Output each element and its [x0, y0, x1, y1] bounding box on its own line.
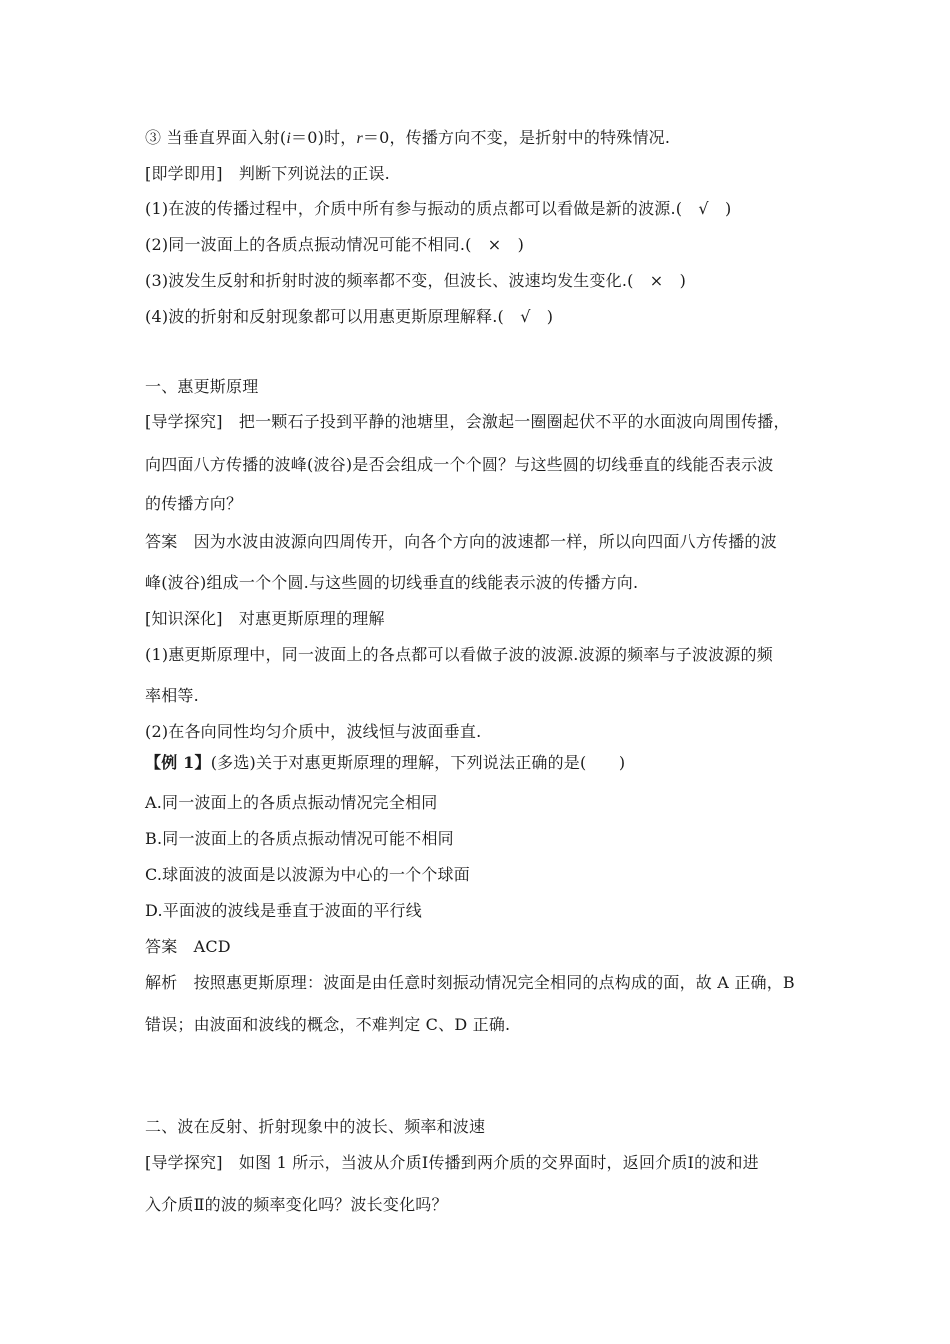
example-label: 【例 1】 — [145, 753, 211, 772]
guided-inquiry-2-line-2: 入介质Ⅱ的波的频率变化吗？波长变化吗？ — [145, 1195, 448, 1214]
item-text: (2)同一波面上的各质点振动情况可能不相同.( — [145, 235, 488, 254]
item-close: ) — [708, 199, 732, 218]
answer-line-2: 峰(波谷)组成一个个圆.与这些圆的切线垂直的线能表示波的传播方向. — [145, 573, 639, 592]
option-b: B.同一波面上的各质点振动情况可能不相同 — [145, 829, 454, 848]
knowledge-point-2: (2)在各向同性均匀介质中，波线恒与波面垂直. — [145, 722, 482, 741]
section-heading-huygens: 一、惠更斯原理 — [145, 377, 259, 396]
guided-inquiry-line-1: [导学探究] 把一颗石子投到平静的池塘里，会激起一圈圈起伏不平的水面波向周围传播， — [145, 412, 790, 431]
item-close: ) — [663, 271, 687, 290]
guided-inquiry-line-2: 向四面八方传播的波峰(波谷)是否会组成一个个圆？与这些圆的切线垂直的线能否表示波 — [145, 455, 774, 474]
item-text: (4)波的折射和反射现象都可以用惠更斯原理解释.( — [145, 307, 521, 326]
question-text: (多选)关于对惠更斯原理的理解，下列说法正确的是( ) — [210, 753, 626, 772]
knowledge-point-1: (1)惠更斯原理中，同一波面上的各点都可以看做子波的波源.波源的频率与子波波源的频 — [145, 645, 773, 664]
item-text: (1)在波的传播过程中，介质中所有参与振动的质点都可以看做是新的波源.( — [145, 199, 699, 218]
section-heading-wave-params: 二、波在反射、折射现象中的波长、频率和波速 — [145, 1117, 486, 1136]
var-i: i — [286, 130, 291, 147]
option-c: C.球面波的波面是以波源为中心的一个个球面 — [145, 865, 470, 884]
example-1-question — [145, 753, 625, 773]
analysis-line-1: 解析 按照惠更斯原理：波面是由任意时刻振动情况完全相同的点构成的面，故 A 正确，B — [145, 973, 795, 992]
quick-practice-heading: [即学即用] 判断下列说法的正误. — [145, 164, 390, 183]
condition-vertical-incidence — [145, 128, 670, 149]
answer-line-1: 答案 因为水波由波源向四周传开，向各个方向的波速都一样，所以向四面八方传播的波 — [145, 532, 777, 551]
judgement-item-4 — [145, 307, 553, 327]
item-close: ) — [501, 235, 525, 254]
guided-inquiry-line-3: 的传播方向？ — [145, 494, 243, 513]
text-segment: ③ 当垂直界面入射( — [145, 128, 287, 147]
item-close: ) — [530, 307, 554, 326]
knowledge-deepening-heading: [知识深化] 对惠更斯原理的理解 — [145, 609, 385, 628]
check-mark: √ — [520, 307, 531, 326]
knowledge-point-1-cont: 率相等. — [145, 686, 199, 705]
text-segment: ＝0)时， — [291, 128, 357, 147]
cross-mark: × — [487, 235, 502, 254]
option-d: D.平面波的波线是垂直于波面的平行线 — [145, 901, 422, 920]
guided-inquiry-2-line-1: [导学探究] 如图 1 所示，当波从介质Ⅰ传播到两介质的交界面时，返回介质Ⅰ的波和进 — [145, 1153, 759, 1172]
item-text: (3)波发生反射和折射时波的频率都不变，但波长、波速均发生变化.( — [145, 271, 650, 290]
analysis-line-2: 错误；由波面和波线的概念，不难判定 C、D 正确. — [145, 1015, 511, 1034]
judgement-item-3 — [145, 271, 686, 291]
check-mark: √ — [698, 199, 709, 218]
judgement-item-1 — [145, 199, 731, 219]
cross-mark: × — [649, 271, 664, 290]
judgement-item-2 — [145, 235, 524, 255]
option-a: A.同一波面上的各质点振动情况完全相同 — [145, 793, 438, 812]
example-answer: 答案 ACD — [145, 937, 231, 956]
var-r: r — [356, 130, 363, 147]
text-segment: ＝0，传播方向不变，是折射中的特殊情况. — [362, 128, 671, 147]
